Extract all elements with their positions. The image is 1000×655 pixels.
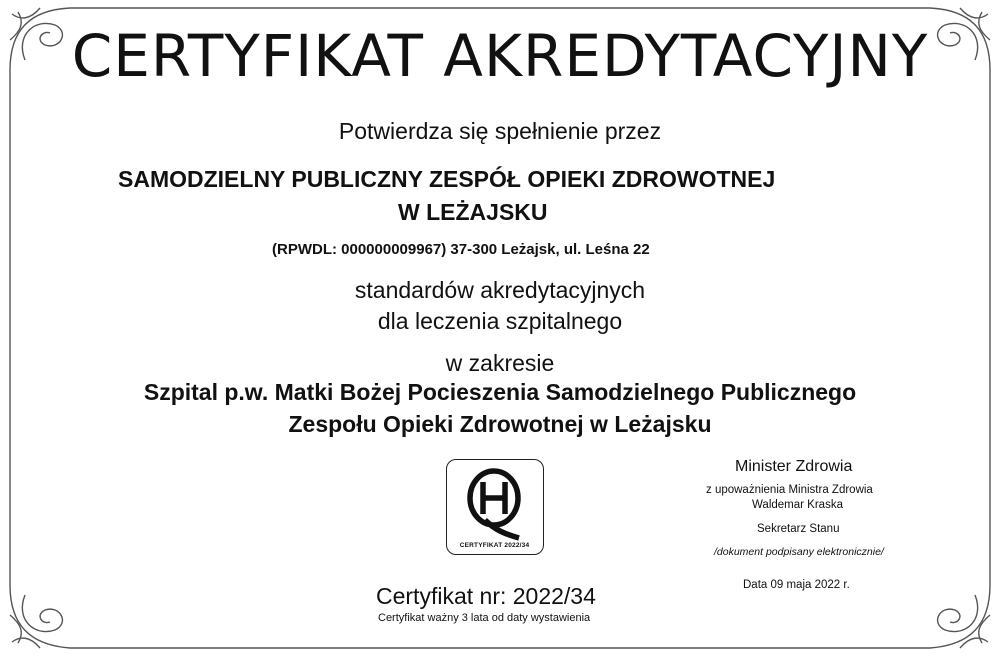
electronic-signature-note: /dokument podpisany elektronicznie/ (714, 546, 884, 558)
organization-name-line1: SAMODZIELNY PUBLICZNY ZESPÓŁ OPIEKI ZDROWOTNEJ (118, 166, 776, 192)
scope-line2: Zespołu Opieki Zdrowotnej w Leżajsku (288, 411, 712, 437)
signatory-authorization: z upoważnienia Ministra Zdrowia (706, 484, 873, 496)
certificate-number: Certyfikat nr: 2022/34 (376, 583, 596, 609)
certificate-title: CERTYFIKAT AKREDYTACYJNY (71, 22, 929, 90)
confirmation-text: Potwierdza się spełnienie przez (338, 118, 662, 144)
accreditation-logo (446, 459, 544, 555)
signatory-name: Waldemar Kraska (752, 499, 843, 511)
validity-note: Certyfikat ważny 3 lata od daty wystawienia (378, 612, 591, 624)
issue-date: Data 09 maja 2022 r. (743, 579, 850, 591)
logo-caption: CERTYFIKAT 2022/34 (459, 542, 530, 549)
quality-q-icon (447, 460, 542, 553)
signatory-position: Sekretarz Stanu (757, 523, 840, 535)
scope-intro: w zakresie (445, 350, 555, 376)
registry-address: (RPWDL: 000000009967) 37-300 Leżajsk, ul. Leśna 22 (272, 241, 650, 258)
scope-line1: Szpital p.w. Matki Bożej Pocieszenia Samodzielnego Publicznego (143, 379, 857, 405)
organization-name-line2: W LEŻAJSKU (398, 199, 548, 225)
standards-line2: dla leczenia szpitalnego (377, 308, 623, 334)
signatory-title: Minister Zdrowia (735, 458, 853, 475)
standards-line1: standardów akredytacyjnych (354, 277, 646, 303)
